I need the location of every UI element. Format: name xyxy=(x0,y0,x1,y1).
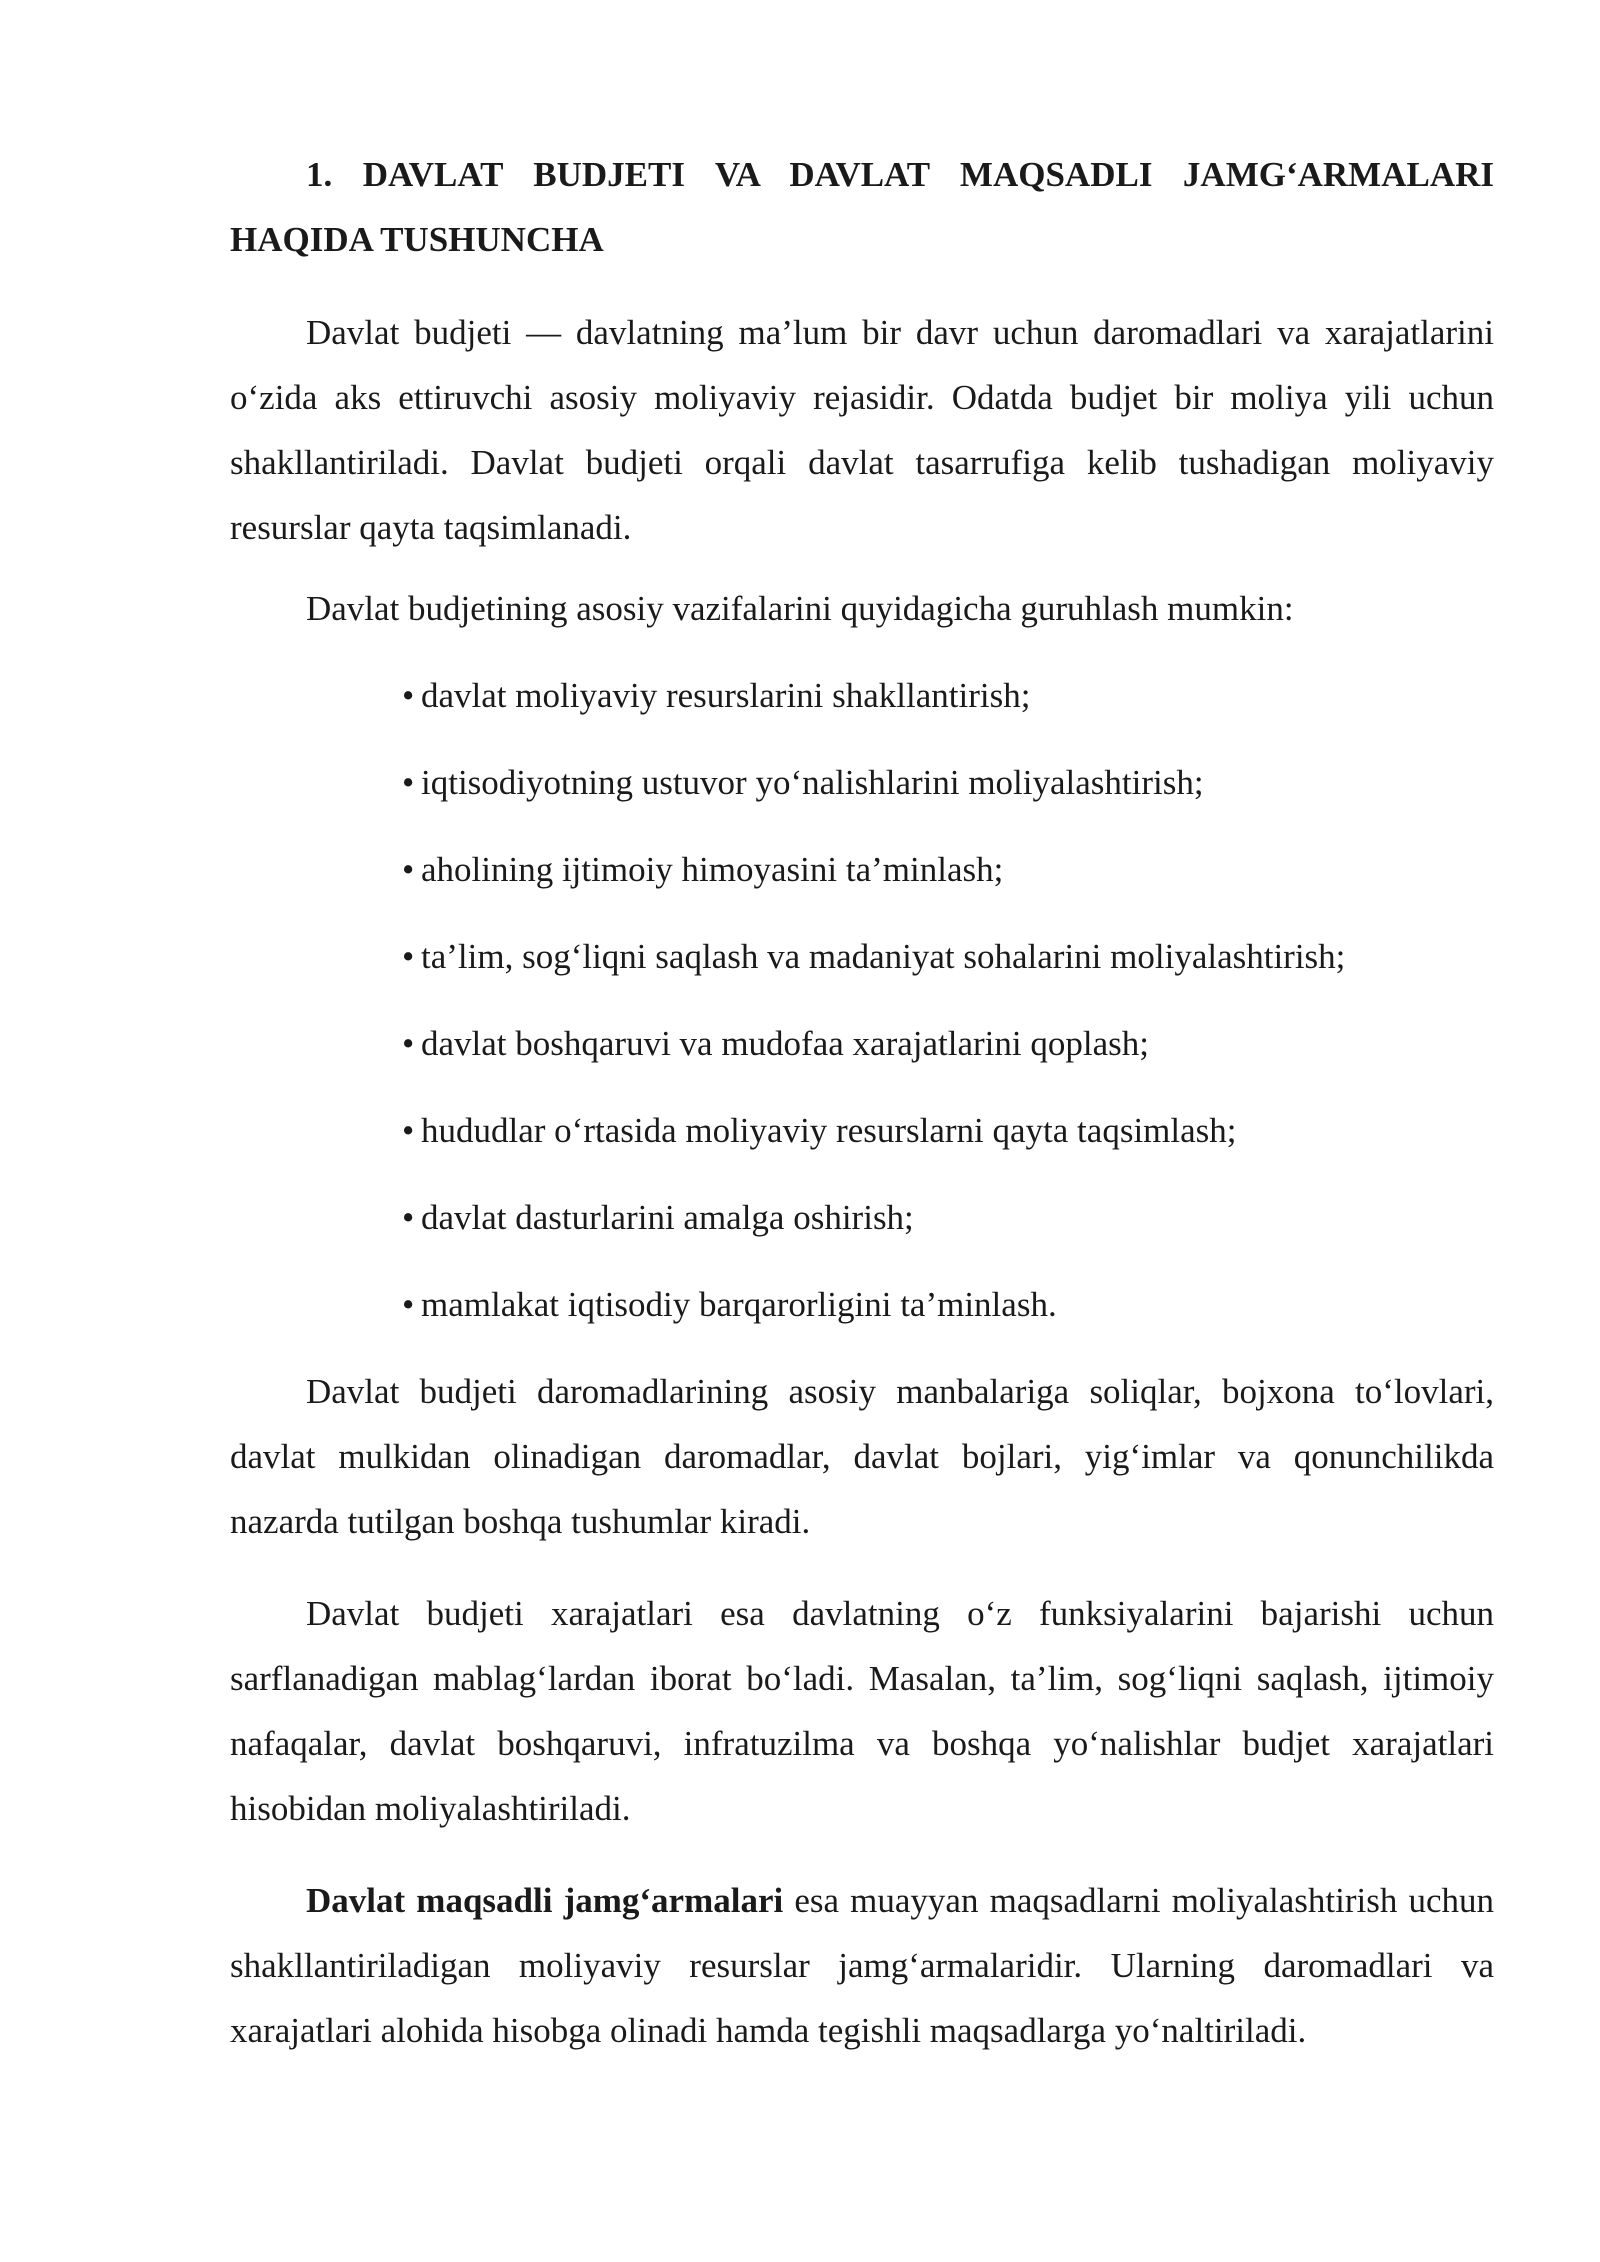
functions-intro-paragraph: Davlat budjetining asosiy vazifalarini quyidagicha guruhlash mumkin: xyxy=(306,589,1294,628)
section-heading: 1. DAVLAT BUDJETI VA DAVLAT MAQSADLI JAMG‘ARMALARI HAQIDA TUSHUNCHA xyxy=(230,155,1494,259)
list-item-text: aholining ijtimoiy himoyasini ta’minlash; xyxy=(421,850,1004,889)
list-item xyxy=(402,750,1204,815)
bullet-icon: • xyxy=(402,1285,415,1324)
list-item xyxy=(402,924,1345,989)
list-item xyxy=(402,1185,914,1250)
funds-term: Davlat maqsadli jamg‘armalari xyxy=(306,1881,784,1920)
list-item xyxy=(402,1011,1149,1076)
bullet-icon: • xyxy=(402,763,415,802)
list-item xyxy=(402,837,1003,902)
bullet-icon: • xyxy=(402,937,415,976)
list-item-text: hududlar o‘rtasida moliyaviy resurslarni qayta taqsimlash; xyxy=(421,1111,1237,1150)
list-item-text: ta’lim, sog‘liqni saqlash va madaniyat sohalarini moliyalashtirish; xyxy=(421,937,1346,976)
bullet-icon: • xyxy=(402,850,415,889)
expenditure-paragraph: Davlat budjeti xarajatlari esa davlatning o‘z funksiyalarini bajarishi uchun sarflanadigan mablag‘lardan iborat bo‘ladi. Masalan, ta’lim, sog‘liqni saqlash, ijtimoiy nafaqalar, davlat boshqaruvi, infratuzilma va boshqa yo‘nalishlar budjet xarajatlari hisobidan moliyalashtiriladi. xyxy=(230,1594,1494,1828)
list-item-text: mamlakat iqtisodiy barqarorligini ta’minlash. xyxy=(421,1285,1057,1324)
list-item-text: iqtisodiyotning ustuvor yo‘nalishlarini moliyalashtirish; xyxy=(421,763,1204,802)
list-item xyxy=(402,663,1030,728)
funds-paragraph xyxy=(230,1868,1494,2063)
bullet-icon: • xyxy=(402,1198,415,1237)
bullet-icon: • xyxy=(402,1024,415,1063)
list-item-text: davlat boshqaruvi va mudofaa xarajatlarini qoplash; xyxy=(421,1024,1149,1063)
bullet-icon: • xyxy=(402,1111,415,1150)
revenue-paragraph: Davlat budjeti daromadlarining asosiy manbalariga soliqlar, bojxona to‘lovlari, davlat mulkidan olinadigan daromadlar, davlat bojlari, yig‘imlar va qonunchilikda nazarda tutilgan boshqa tushumlar kiradi. xyxy=(230,1372,1494,1541)
intro-paragraph: Davlat budjeti — davlatning ma’lum bir davr uchun daromadlari va xarajatlarini o‘zida aks ettiruvchi asosiy moliyaviy rejasidir. Odatda budjet bir moliya yili uchun shakllantiriladi. Davlat budjeti orqali davlat tasarrufiga kelib tushadigan moliyaviy resurslar qayta taqsimlanadi. xyxy=(230,313,1494,547)
list-item-text: davlat dasturlarini amalga oshirish; xyxy=(421,1198,914,1237)
bullet-icon: • xyxy=(402,676,415,715)
list-item xyxy=(402,1272,1057,1337)
list-item xyxy=(402,1098,1237,1163)
list-item-text: davlat moliyaviy resurslarini shakllantirish; xyxy=(421,676,1031,715)
funds-definition: esa muayyan maqsadlarni moliyalashtirish uchun shakllantiriladigan moliyaviy resurslar jamg‘armalaridir. Ularning daromadlari va xarajatlari alohida hisobga olinadi hamda tegishli maqsadlarga yo‘naltiriladi. xyxy=(230,1881,1494,2050)
